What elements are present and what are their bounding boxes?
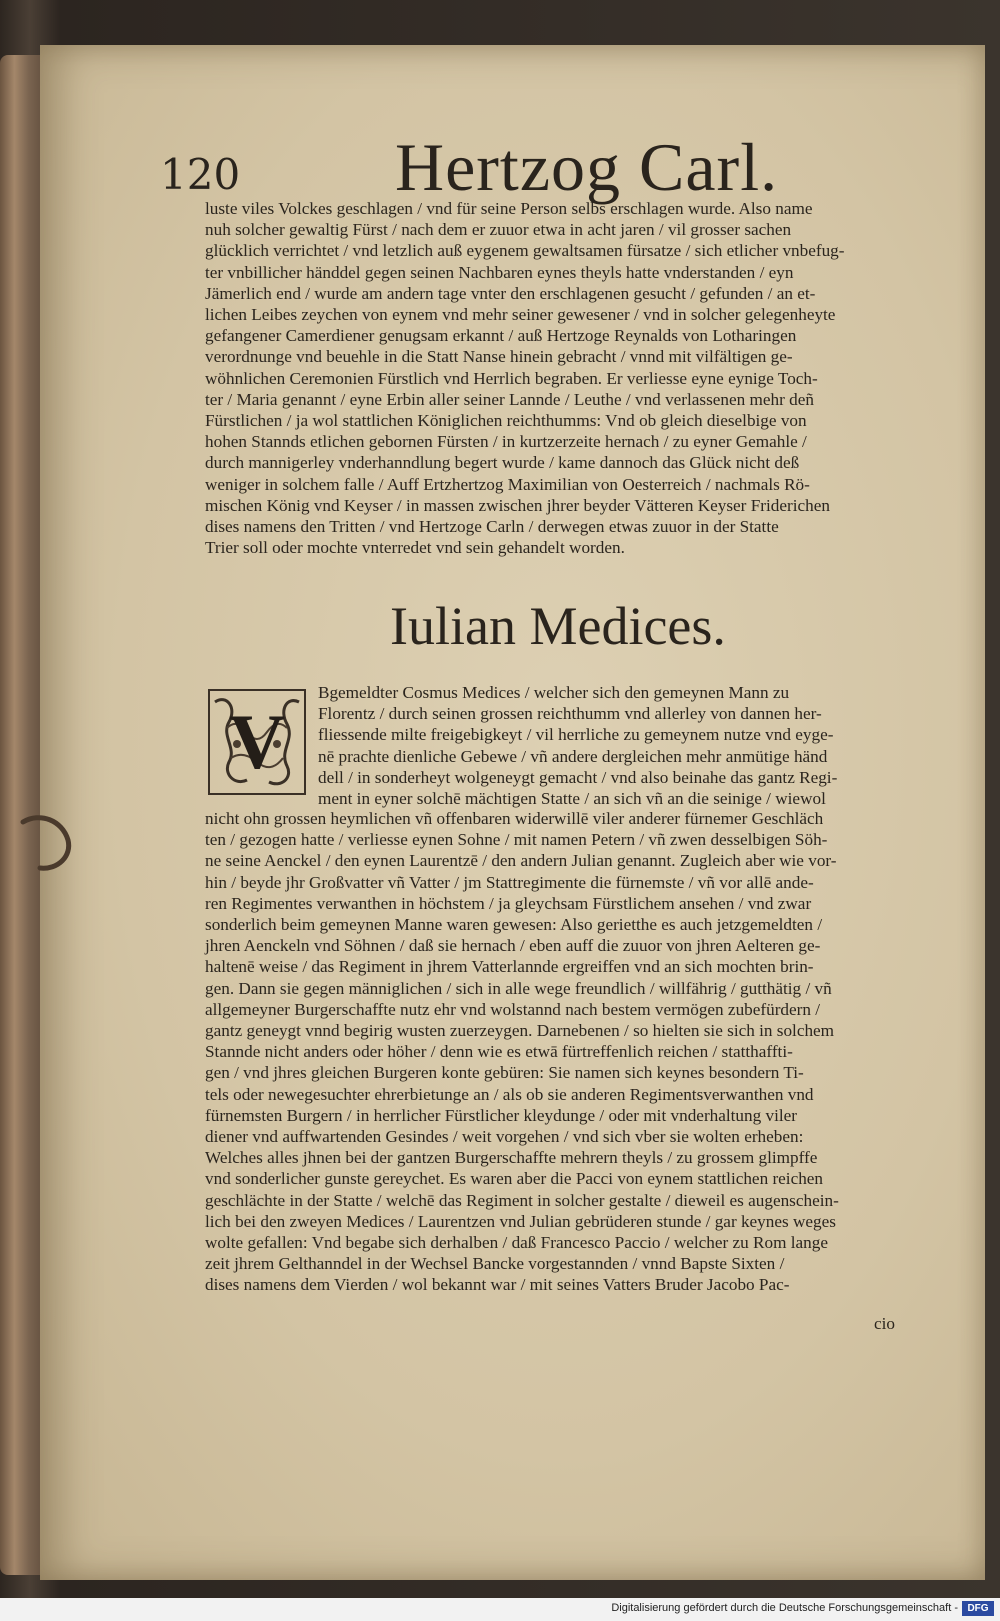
text-block-beside-initial: Bgemeldter Cosmus Medices / welcher sich den gemeynen Mann zu Florentz / durch seinen grossen reichthumm vnd allerley von dannen her- fliessende milte freigebigkeyt / vil herrliche zu gemeynem nutze vnd eyge- nē prachte dienliche Gebewe / vñ andere dergleichen mehr anmütige händ dell / in sonderheyt wolgeneygt gemacht / vnd also beinahe das gantz Regi- ment in eyner solchē mächtigen Statte / an sich vñ an die seinige / wiewol bbox=[318, 683, 838, 809]
page-number: 120 bbox=[160, 150, 241, 199]
text-block-julian-medices: nicht ohn grossen heymlichen vñ offenbaren widerwillē viler anderer fürnemer Geschläch ten / gezogen hatte / verliesse eynen Sohne / mit namen Petern / vñ zwen desselbigen Söh- ne seine Aenckel / den eynen Laurentzē / den andern Julian genannt. Zugleich aber wie vor- hin / beyde jhr Großvatter vñ Vatter / jm Stattregimente die fürnemste / vñ vor allē ande- ren Regimentes verwanthen in höchstem / ja gleychsam Fürstlichem ansehen / vnd zwar sonderlich beim gemeynen Manne waren gewesen: Also gerietthe es auch jetzgemeldten / jhren Aenckeln vnd Söhnen / daß sie hernach / eben auff die zuuor von jhren Aelteren ge- haltenē weise / das Regiment in jhrem Vatterlannde ergreiffen vnd an sich mochten brin- gen. Dann sie gegen männiglichen / sich in alle wege freundlich / willfährig / gutthätig / vñ allgemeyner Burgerschaffte nutz ehr vnd wolstannd nach bestem vermögen zubefürdern / gantz geneygt vnnd begirig wusten zuerzeygen. Darnebenen / so hielten sie sich in solchem Stannde nicht anders oder höher / denn wie es etwā fürtreffenlich reichen / statthaffti- gen / vnd jhres gleichen Burgeren konte gebüren: Sie namen sich keynes besondern Ti- tels oder newegesuchter ehrerbietunge an / als ob sie anderen Regimentsverwanthen vnd fürnemsten Burgern / in herrlicher Fürstlicher kleydunge / oder mit vnderhaltung viler diener vnd auffwartenden Gesindes / weit vorgehen / vnd sich vber sie wolten erheben: Welches alles jhnen bei der gantzen Burgerschaffte mehrern theyls / zu grossem glimpffe vnd sonderlicher gunste gereychet. Es waren aber die Pacci von eynem stattlichen reichen geschlächte in der Statte / welchē das Regiment in solcher gestalte / dieweil es augenschein- lich bei den zweyen Medices / Laurentzen vnd Julian gebrüderen stunde / gar keynes weges wolte gefallen: Vnd begabe sich derhalben / daß Francesco Paccio / welcher zu Rom lange zeit jhrem Gelthanndel in der Wechsel Bancke vorgestannden / vnnd Bapste Sixten / dises namens dem Vierden / wol bekannt war / mit seines Vatters Bruder Jacobo Pac- bbox=[205, 809, 839, 1295]
catchword: cio bbox=[874, 1314, 895, 1333]
footer-bar bbox=[0, 1598, 1000, 1621]
initial-letter: V bbox=[228, 698, 286, 785]
section-heading: Iulian Medices. bbox=[390, 596, 726, 656]
bookmark-ribbon bbox=[18, 810, 78, 880]
dfg-logo: DFG bbox=[962, 1601, 994, 1616]
text-block-hertzog-carl: luste viles Volckes geschlagen / vnd für seine Person selbs erschlagen wurde. Also name nuh solcher gewaltig Fürst / nach dem er zuuor etwa in acht jaren / vil grosser sachen glücklich verrichtet / vnd letzlich auß eygenem gewaltsamen fürsatze / sich etlicher vnbefug- ter vnbillicher händdel gegen seinen Nachbaren eynes theyls hatte vnderstanden / eyn Jämerlich end / wurde am andern tage vnter den erschlagenen gesucht / gefunden / an et- lichen Leibes zeychen von eynem vnd mehr seiner gewesener / vnd in solcher gelegenheyte gefangener Camerdiener genugsam erkannt / auß Hertzoge Reynalds von Lotharingen verordnunge vnd beuehle in die Statt Nanse hinein gebracht / vnnd mit vilfältigen ge- wöhnlichen Ceremonien Fürstlich vnd Herrlich begraben. Er verliesse eyne eynige Toch- ter / Maria genannt / eyne Erbin aller seiner Lannde / Leuthe / vnd verlassenen mehr deñ Fürstlichen / ja wol stattlichen Königlichen reichthumms: Vnd ob gleich dieselbige von hohen Stannds etlichen gebornen Fürsten / in kurtzerzeite hernach / zu eyner Gemahle / durch mannigerley vnderhanndlung begert wurde / kame dannoch das Glück nicht deß weniger in solchem falle / Auff Ertzhertzog Maximilian von Oesterreich / nachmals Rö- mischen König vnd Keyser / in massen zwischen jhrer beyder Vätteren Keyser Friderichen dises namens den Tritten / vnd Hertzoge Carln / derwegen etwas zuuor in der Statte Trier soll oder mochte vnterredet vnd sein gehandelt worden. bbox=[205, 199, 845, 558]
running-title: Hertzog Carl. bbox=[395, 129, 779, 205]
footer-credit: Digitalisierung gefördert durch die Deutsche Forschungsgemeinschaft - bbox=[611, 1602, 958, 1614]
decorated-initial bbox=[207, 688, 307, 796]
